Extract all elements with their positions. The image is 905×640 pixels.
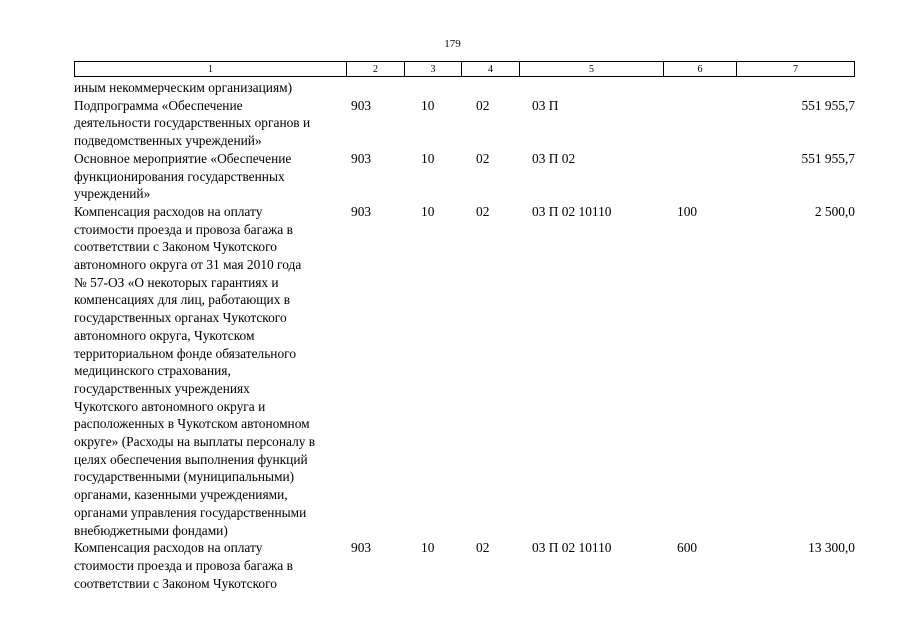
row-ved-code: 903 <box>351 203 372 219</box>
row-description-line: Компенсация расходов на оплату <box>74 203 263 219</box>
header-col-5: 5 <box>520 62 664 77</box>
row-description-line: компенсациях для лиц, работающих в <box>74 292 291 308</box>
row-target-article: 03 П <box>532 97 559 113</box>
page-number: 179 <box>444 38 461 50</box>
row-description-line: государственных органах Чукотского <box>74 310 287 326</box>
table-row <box>74 539 855 592</box>
table-row <box>74 97 855 150</box>
row-subsection-code: 02 <box>476 150 490 166</box>
table-row <box>74 203 855 539</box>
row-description-line: автономного округа, Чукотском <box>74 327 255 343</box>
header-col-4: 4 <box>462 62 520 77</box>
budget-rows <box>74 79 855 592</box>
header-col-3: 3 <box>405 62 462 77</box>
row-amount: 551 955,7 <box>801 97 855 113</box>
row-amount: 2 500,0 <box>814 203 855 219</box>
table-row <box>74 150 855 203</box>
row-description-line: Чукотского автономного округа и <box>74 398 266 414</box>
row-description-line: стоимости проезда и провоза багажа в <box>74 557 293 573</box>
row-description-line: медицинского страхования, <box>74 363 231 379</box>
header-row <box>75 62 855 77</box>
row-description-line: учреждений» <box>74 186 151 202</box>
row-description-line: соответствии с Законом Чукотского <box>74 239 277 255</box>
row-subsection-code: 02 <box>476 540 490 556</box>
row-description <box>74 97 350 150</box>
row-amount: 551 955,7 <box>801 150 855 166</box>
row-amount: 13 300,0 <box>808 540 855 556</box>
row-section-code: 10 <box>421 97 435 113</box>
row-description-line: органами управления государственными <box>74 504 307 520</box>
row-target-article: 03 П 02 <box>532 150 576 166</box>
row-description-line: стоимости проезда и провоза багажа в <box>74 221 293 237</box>
row-subsection-code: 02 <box>476 203 490 219</box>
header-col-1: 1 <box>75 62 347 77</box>
row-description-line: внебюджетными фондами) <box>74 522 228 538</box>
header-col-7: 7 <box>737 62 855 77</box>
row-description-line: государственными (муниципальными) <box>74 469 295 485</box>
row-section-code: 10 <box>421 150 435 166</box>
row-description <box>74 150 350 203</box>
row-description-line: Основное мероприятие «Обеспечение <box>74 150 292 166</box>
row-section-code: 10 <box>421 203 435 219</box>
row-description-line: автономного округа от 31 мая 2010 года <box>74 257 302 273</box>
row-description-line: Подпрограмма «Обеспечение <box>74 97 243 113</box>
row-ved-code: 903 <box>351 97 372 113</box>
row-description-line: государственных учреждениях <box>74 380 250 396</box>
row-description-line: иным некоммерческим организациям) <box>74 80 293 95</box>
row-description-line: органами, казенными учреждениями, <box>74 487 288 503</box>
row-target-article: 03 П 02 10110 <box>532 203 612 219</box>
row-description-line: соответствии с Законом Чукотского <box>74 575 277 591</box>
row-description-line: № 57-ОЗ «О некоторых гарантиях и <box>74 274 279 290</box>
row-subsection-code: 02 <box>476 97 490 113</box>
row-description <box>74 79 350 97</box>
row-description-line: территориальном фонде обязательного <box>74 345 297 361</box>
header-col-6: 6 <box>664 62 737 77</box>
column-number-header <box>74 61 855 77</box>
row-description-line: округе» (Расходы на выплаты персоналу в <box>74 434 316 450</box>
row-section-code: 10 <box>421 540 435 556</box>
row-expense-type: 600 <box>677 540 698 556</box>
table-row <box>74 79 855 97</box>
row-description-line: деятельности государственных органов и <box>74 115 311 131</box>
row-description <box>74 203 350 539</box>
row-description-line: целях обеспечения выполнения функций <box>74 451 308 467</box>
row-description <box>74 539 350 592</box>
row-description-line: функционирования государственных <box>74 168 285 184</box>
row-target-article: 03 П 02 10110 <box>532 540 612 556</box>
row-ved-code: 903 <box>351 540 372 556</box>
row-description-line: подведомственных учреждений» <box>74 133 262 149</box>
row-ved-code: 903 <box>351 150 372 166</box>
row-expense-type: 100 <box>677 203 698 219</box>
row-description-line: Компенсация расходов на оплату <box>74 540 263 556</box>
header-col-2: 2 <box>347 62 405 77</box>
row-description-line: расположенных в Чукотском автономном <box>74 416 310 432</box>
